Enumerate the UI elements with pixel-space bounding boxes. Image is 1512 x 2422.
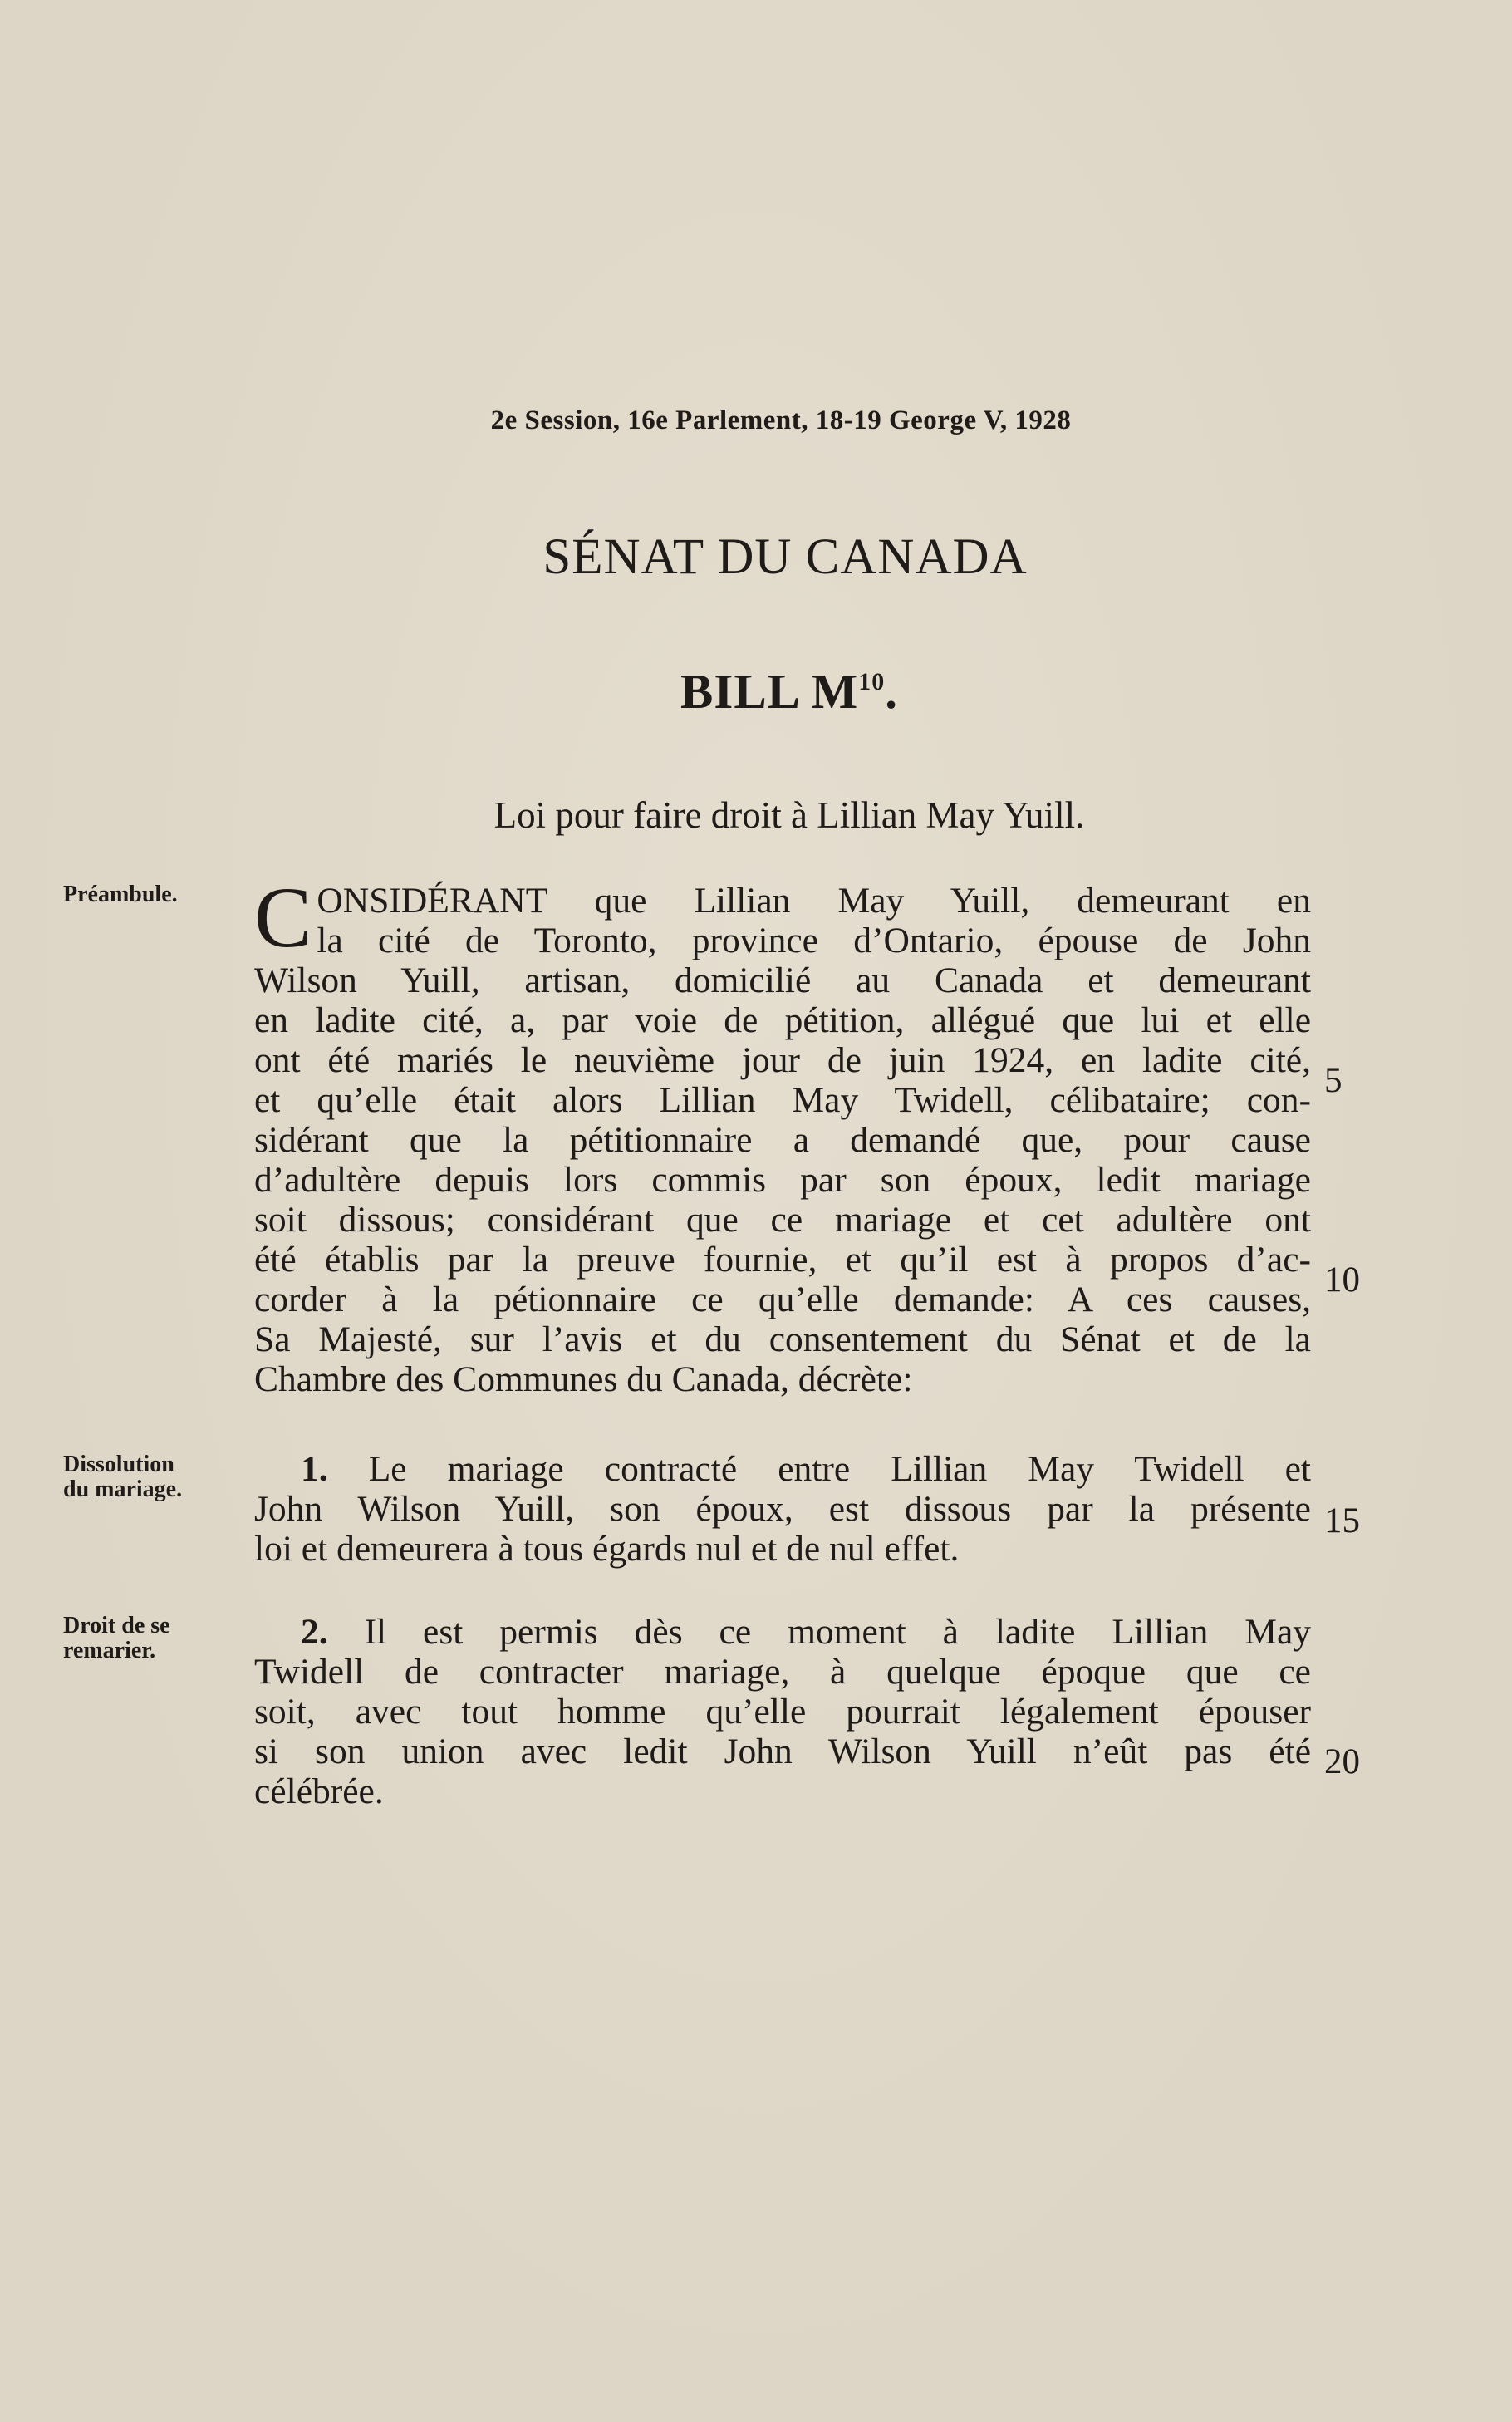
line-number: 10 (1324, 1260, 1360, 1299)
section-line (254, 1449, 1311, 1489)
preamble-line: sidérant que la pétitionnaire a demandé que, pour cause (254, 1120, 1311, 1160)
preamble-line: Wilson Yuill, artisan, domicilié au Canada et demeurant (254, 960, 1311, 1000)
bill-punct: . (885, 664, 898, 719)
preamble-line: Chambre des Communes du Canada, décrète: (254, 1359, 913, 1399)
section-line: John Wilson Yuill, son époux, est dissous par la présente (254, 1489, 1311, 1529)
bill-heading (0, 663, 1512, 720)
house-heading: SÉNAT DU CANADA (542, 529, 1028, 585)
section-1-text (254, 1449, 1311, 1569)
drop-cap: C (254, 870, 312, 965)
preamble-line: ONSIDÉRANT que Lillian May Yuill, demeurant en (317, 881, 1311, 921)
line-number: 5 (1324, 1061, 1343, 1100)
section-line: soit, avec tout homme qu’elle pourrait légalement épouser (254, 1692, 1311, 1732)
session-heading: 2e Session, 16e Parlement, 18-19 George V, 1928 (490, 405, 1072, 435)
section-line-text: Il est permis dès ce moment à ladite Lillian May (364, 1612, 1312, 1652)
section-number: 2. (301, 1612, 328, 1652)
section-line: loi et demeurera à tous égards nul et de nul effet. (254, 1529, 960, 1569)
marginal-note-line: du mariage. (63, 1476, 183, 1502)
marginal-note-line: remarier. (63, 1638, 156, 1663)
section-line-text: Le mariage contracté entre Lillian May Twidell et (368, 1449, 1312, 1489)
line-number: 15 (1324, 1501, 1360, 1540)
section-line (254, 1612, 1311, 1652)
marginal-note-remarriage (63, 1614, 229, 1663)
preamble-line: soit dissous; considérant que ce mariage et cet adultère ont (254, 1200, 1311, 1240)
marginal-note-line: Droit de se (63, 1613, 170, 1638)
line-number: 20 (1324, 1742, 1360, 1781)
marginal-note-line: Dissolution (63, 1452, 174, 1477)
marginal-note-preamble: Préambule. (63, 882, 178, 907)
section-2-text (254, 1612, 1311, 1811)
preamble-line: en ladite cité, a, par voie de pétition, allégué que lui et elle (254, 1000, 1311, 1040)
preamble-line: et qu’elle était alors Lillian May Twidell, célibataire; con- (254, 1080, 1311, 1120)
preamble-line: Sa Majesté, sur l’avis et du consentement du Sénat et de la (254, 1319, 1311, 1359)
preamble-text (254, 870, 1311, 1399)
section-number: 1. (301, 1449, 328, 1489)
bill-number: 10 (858, 668, 886, 695)
preamble-line: d’adultère depuis lors commis par son époux, ledit mariage (254, 1160, 1311, 1200)
bill-label: BILL M (680, 664, 859, 719)
preamble-line: la cité de Toronto, province d’Ontario, épouse de John (317, 921, 1311, 960)
section-line: si son union avec ledit John Wilson Yuill n’eût pas été (254, 1732, 1311, 1771)
preamble-line: été établis par la preuve fournie, et qu’il est à propos d’ac- (254, 1240, 1311, 1280)
preamble-line: ont été mariés le neuvième jour de juin 1924, en ladite cité, (254, 1040, 1311, 1080)
preamble-line: corder à la pétionnaire ce qu’elle demande: A ces causes, (254, 1280, 1311, 1319)
section-line: Twidell de contracter mariage, à quelque époque que ce (254, 1652, 1311, 1692)
section-line: célébrée. (254, 1771, 384, 1811)
marginal-note-dissolution (63, 1452, 229, 1502)
bill-title: Loi pour faire droit à Lillian May Yuill. (493, 794, 1085, 836)
